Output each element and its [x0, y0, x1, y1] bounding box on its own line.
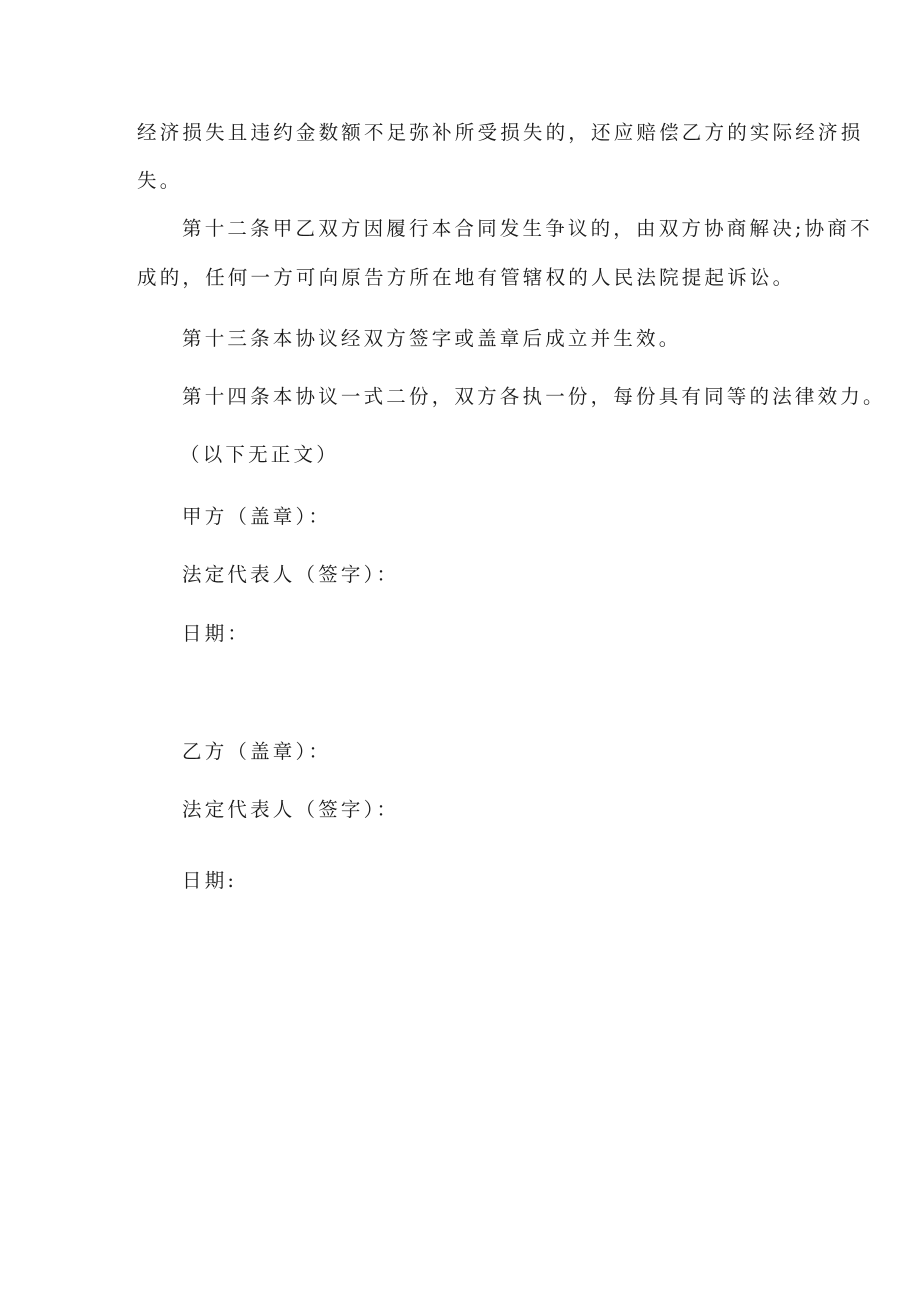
clause-14: 第十四条本协议一式二份，双方各执一份，每份具有同等的法律效力。 [182, 385, 886, 408]
end-note: （以下无正文） [180, 443, 339, 466]
party-a-representative-label: 法定代表人（签字）： [182, 563, 400, 586]
party-a-date-label: 日期： [182, 622, 251, 645]
clause-12-line-2: 成的，任何一方可向原告方所在地有管辖权的人民法院提起诉讼。 [137, 266, 796, 289]
party-b-date-label: 日期: [182, 869, 238, 892]
clause-12-line-1: 第十二条甲乙双方因履行本合同发生争议的，由双方协商解决;协商不 [182, 217, 873, 240]
party-b-seal-label: 乙方（盖章）： [182, 740, 332, 763]
clause-13: 第十三条本协议经双方签字或盖章后成立并生效。 [182, 327, 682, 350]
clause-continuation-line-1: 经济损失且违约金数额不足弥补所受损失的，还应赔偿乙方的实际经济损 [137, 121, 864, 144]
clause-continuation-line-2: 失。 [137, 169, 183, 192]
party-a-seal-label: 甲方（盖章）： [182, 505, 332, 528]
party-b-representative-label: 法定代表人（签字）： [182, 798, 400, 821]
